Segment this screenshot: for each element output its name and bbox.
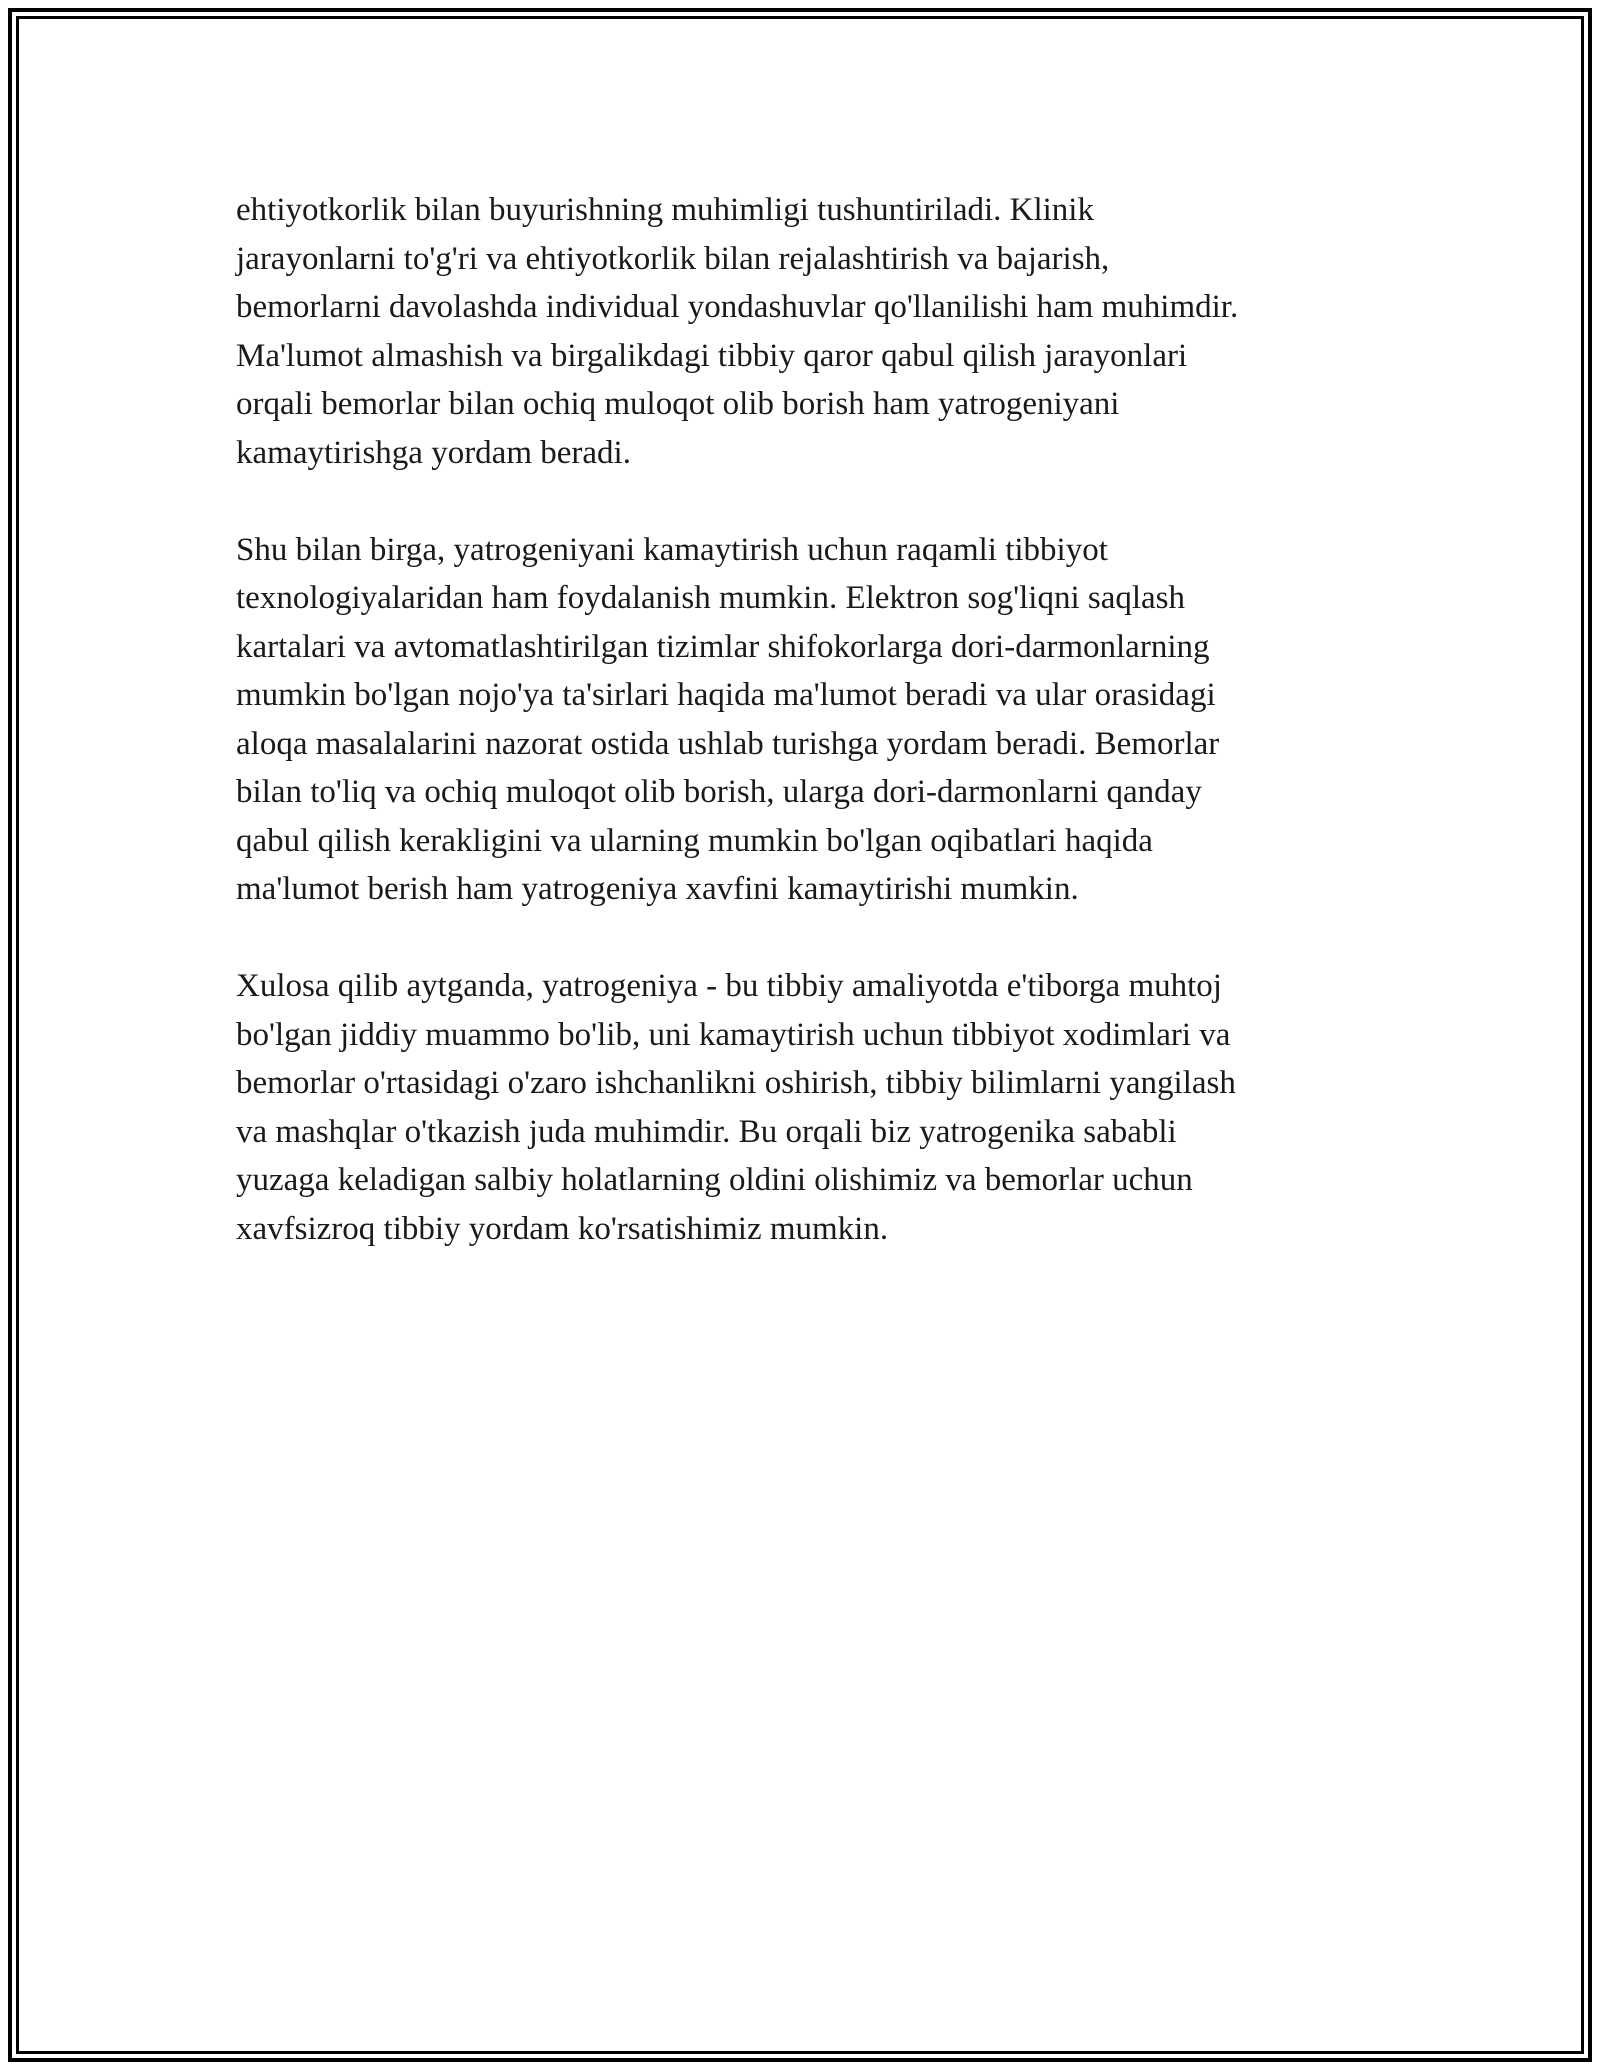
text-line: bemorlar o'rtasidagi o'zaro ishchanlikni oshirish, tibbiy bilimlarni yangilash [236, 1065, 1236, 1101]
text-line: bilan to'liq va ochiq muloqot olib borish, ularga dori-darmonlarni qanday [236, 774, 1202, 810]
text-line: Ma'lumot almashish va birgalikdagi tibbiy qaror qabul qilish jarayonlari [236, 337, 1188, 374]
text-line: Shu bilan birga, yatrogeniyani kamaytirish uchun raqamli tibbiyot [236, 531, 1108, 568]
text-line: kamaytirishga yordam beradi. [236, 434, 631, 471]
text-line: xavfsizroq tibbiy yordam ko'rsatishimiz mumkin. [236, 1210, 889, 1247]
text-line: ma'lumot berish ham yatrogeniya xavfini kamaytirishi mumkin. [236, 871, 1079, 907]
text-line: qabul qilish kerakligini va ularning mumkin bo'lgan oqibatlari haqida [236, 822, 1153, 859]
text-line: orqali bemorlar bilan ochiq muloqot olib borish ham yatrogeniyani [236, 386, 1120, 422]
document-body [236, 186, 1376, 1302]
text-line: bemorlarni davolashda individual yondashuvlar qo'llanilishi ham muhimdir. [236, 289, 1239, 325]
text-line: yuzaga keladigan salbiy holatlarning oldini olishimiz va bemorlar uchun [236, 1162, 1193, 1198]
text-line: texnologiyalaridan ham foydalanish mumkin. Elektron sog'liqni saqlash [236, 580, 1186, 616]
text-line: bo'lgan jiddiy muammo bo'lib, uni kamaytirish uchun tibbiyot xodimlari va [236, 1016, 1231, 1053]
text-line: Xulosa qilib aytganda, yatrogeniya - bu tibbiy amaliyotda e'tiborga muhtoj [236, 968, 1222, 1004]
paragraph-3 [236, 962, 1376, 1253]
text-line: ehtiyotkorlik bilan buyurishning muhimligi tushuntiriladi. Klinik [236, 192, 1094, 228]
paragraph-2 [236, 526, 1376, 914]
text-line: mumkin bo'lgan nojo'ya ta'sirlari haqida ma'lumot beradi va ular orasidagi [236, 677, 1216, 713]
text-line: jarayonlarni to'g'ri va ehtiyotkorlik bilan rejalashtirish va bajarish, [236, 240, 1110, 277]
paragraph-1 [236, 186, 1376, 477]
text-line: aloqa masalalarini nazorat ostida ushlab turishga yordam beradi. Bemorlar [236, 725, 1220, 762]
text-line: va mashqlar o'tkazish juda muhimdir. Bu orqali biz yatrogenika sababli [236, 1113, 1177, 1150]
text-line: kartalari va avtomatlashtirilgan tizimlar shifokorlarga dori-darmonlarning [236, 628, 1210, 665]
